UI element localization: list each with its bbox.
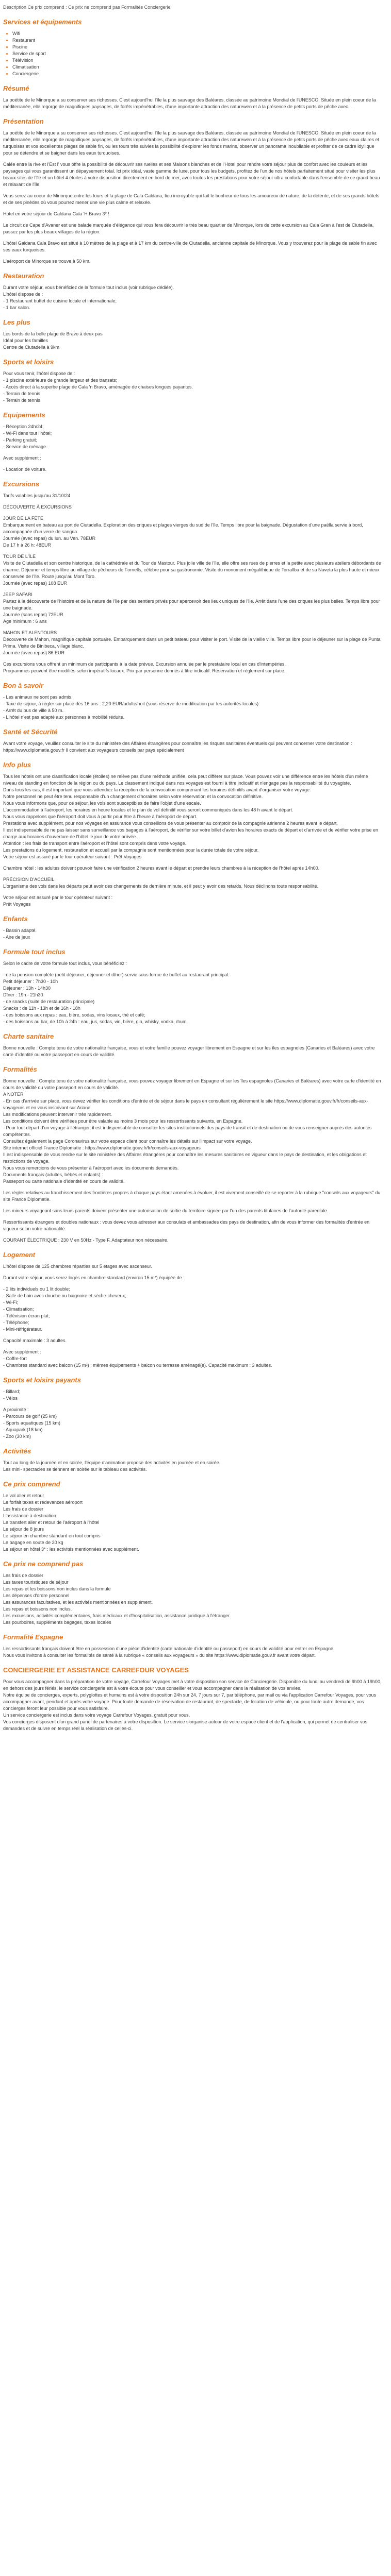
text-line: Journée (avec repas) 86 EUR <box>3 650 65 655</box>
text-line: Avec supplément : <box>3 1349 41 1354</box>
text-line: - Aquapark (18 km) <box>3 1427 43 1432</box>
text-line: - Taxe de séjour, à régler sur place dès 16 ans : 2,20 EUR/adulte/nuit (sous réserve de modification par les autorités locales). <box>3 701 260 706</box>
text-line: De 17 h à 26 h: 48EUR <box>3 543 52 548</box>
sports-payants-block <box>3 1388 382 1440</box>
text-line: Tarifs valables jusqu'au 31/10/24 <box>3 493 71 498</box>
paragraph: Calée entre la rive et l'Est l' vous offre la possibilité de découvrir ses ruelles et ses Maisons blanches et de l'Hotel pour rendre votre séjour plus de confort avec les couleurs et les paysages qui vous garantissent un dépaysement total. Ici prix idéal, vaste gamme de luxe, pour tous les budgets, profitez de l'un de nos hôtels parfaitement situé pour visiter les plus beaux sites de l'île et un hôtel 4 étoiles à votre disposition directement en bord de mer, avec toutes les prestations pour votre séjour ultra confortable dans l'ensemble de ce grand beau et relaxant de l'île. <box>3 162 380 187</box>
text-line: - Les animaux ne sont pas admis. <box>3 694 73 700</box>
text-line: Votre séjour est assuré par le tour opérateur suivant : <box>3 895 113 900</box>
bon-savoir-block <box>3 694 382 721</box>
text-line: Notre personnel ne peut être tenu responsable d'un changement d'horaires selon votre réservation et la convocation définitive. <box>3 794 263 799</box>
text-line: Pour vous accompagner dans la préparation de votre voyage, Carrefour Voyages met à votre disposition son service de Conciergerie. Disponible du lundi au vendredi de 9h00 à 19h00, en dehors des jours fériés, le service conciergerie est à votre écoute pour vous conseiller et vous accompagner dans la réalisation de vos envies. <box>3 1679 382 1691</box>
spacer <box>3 462 382 466</box>
text-line: - Télévision écran plat; <box>3 1313 50 1318</box>
equipements-heading: Equipements <box>3 411 45 419</box>
text-line: Les repas et les boissons non inclus dans la formule <box>3 1586 111 1591</box>
resume-text: La poétite de le Minorque a su conserver ses richesses. C'est aujourd'hui l'île la plus sauvage des Baléares, classée au patrimoine Mondial de l'UNESCO. Située en plein coeur de la méditerranée, elle regorge de magnifiques paysages, de forêts impénétrables, d'une importante attraction des naturewen et à la présence de petits ports de pêche avec... <box>3 97 376 109</box>
text-line: Chambre hôtel : les adultes doivent pouvoir faire une vérification 2 heures avant le départ et prendre leurs chambres à la réception de l'hôtel après 14h00. <box>3 866 320 871</box>
spacer <box>3 656 382 661</box>
text-line: - de snacks (suite de restauration principale) <box>3 999 95 1004</box>
text-line: - Salle de bain avec douche ou baignoire et sèche-cheveux; <box>3 1293 126 1298</box>
text-line: Les frais de dossier <box>3 1573 44 1578</box>
text-line: Le bagage en soute de 20 kg <box>3 1540 63 1545</box>
text-line: COURANT ÉLECTRIQUE : 230 V en 50Hz - Type F. Adaptateur non nécessaire. <box>3 1238 169 1243</box>
text-line: - Service de ménage. <box>3 444 47 449</box>
enfants-block <box>3 927 382 941</box>
activites-block <box>3 1460 382 1473</box>
conciergerie-heading: CONCIERGERIE ET ASSISTANCE CARREFOUR VOYAGES <box>3 1666 189 1674</box>
text-line: Les bords de la belle plage de Bravo à deux pas <box>3 331 103 336</box>
text-line: - En cas d'arrivée sur place, vous devez vérifier les conditions d'entrée et de séjour dans le pays en consultant régulièrement le site https://www.diplomatie.gouv.fr/fr/conseils-aux-voyageurs et en vous inscrivant sur Ariane. <box>3 1098 368 1110</box>
service-item: • Service de sport <box>12 50 382 57</box>
formule-block <box>3 960 382 1025</box>
text-line: - Wi-Fi dans tout l'hôtel; <box>3 431 52 436</box>
text-line: Tout au long de la journée et en soirée, l'équipe d'animation propose des activités en journée et en soirée. <box>3 1460 221 1465</box>
charte-heading: Charte sanitaire <box>3 1032 54 1040</box>
text-line: Découverte de Mahon, magnifique capitale portuaire. Embarquement dans un petit bateau pour visiter le port. Visite de la vieille ville. Temps libre pour le déjeuner sur la plage de Punta Prima. Visite de Binibeca, village blanc. <box>3 637 381 649</box>
text-line: Tous les hôtels ont une classification locale (étoiles) ne relève pas d'une méthode unifiée, cela peut différer sur place. Vous pouvez voir une différence entre les hôtels d'un même niveau de standing en fonction de la région ou du pays. Le classement indiqué dans nos voyages est fourni à titre indicatif et n'engage pas la responsabilité du voyagiste. <box>3 774 368 786</box>
securite-heading: Santé et Sécurité <box>3 728 58 736</box>
text-line: Un service conciergerie est inclus dans votre voyage Carrefour Voyages, gratuit pour vous. <box>3 1713 190 1718</box>
spacer <box>3 1281 382 1286</box>
text-line: - Vélos <box>3 1396 18 1401</box>
text-line: Idéal pour les familles <box>3 338 48 343</box>
text-line: - Terrain de tennis <box>3 391 40 396</box>
text-line: Durant votre séjour, vous serez logés en chambre standard (environ 15 m²) équipée de : <box>3 1275 185 1280</box>
text-line: Les mineurs voyageant sans leurs parents doivent présenter une autorisation de sortie du territoire signée par l'un des parents titulaires de l'autorité parentale. <box>3 1208 329 1213</box>
text-line: Les frais de dossier <box>3 1506 44 1512</box>
text-line: Les conditions doivent être vérifiées pour être valable au moins 3 mois pour les ressortissants suivants, en Espagne. <box>3 1118 243 1124</box>
text-line: Vos concierges disposent d'un grand panel de partenaires à votre disposition. Le service s'organise autour de votre espace client et de l'application, qui permet de centraliser vos demandes et de suivre en temps réel la réalisation de celles-ci. <box>3 1719 368 1731</box>
spacer <box>3 872 382 876</box>
text-line: Il est indispensable de ne pas laisser sans surveillance vos bagages à l'aéroport, de vérifier sur votre billet d'avion les horaires exacts de départ et d'arrivée et de vérifier votre prise en charge aux horaires d'ouverture de l'hôtel le jour de votre arrivée. <box>3 827 379 839</box>
bon-savoir-heading: Bon à savoir <box>3 682 44 689</box>
text-line: Durant votre séjour, vous bénéficiez de la formule tout inclus (voir rubrique dédiée). <box>3 285 174 290</box>
spacer <box>3 1344 382 1349</box>
text-line: Les règles relatives au franchissement des frontières propres à chaque pays étant amenées à évoluer, il est vivement conseillé de se reporter à la rubrique "conseils aux voyageurs" du site France Diplomatie. <box>3 1190 381 1202</box>
text-line: JOUR DE LA FÊTE <box>3 516 44 521</box>
text-line: - Climatisation; <box>3 1307 34 1312</box>
text-line: Le transfert aller et retour de l'aéroport à l'hôtel <box>3 1520 100 1525</box>
text-line: TOUR DE L'ÎLE <box>3 554 36 559</box>
ce-prix-comprend-block <box>3 1493 382 1553</box>
conciergerie-block <box>3 1679 382 1732</box>
text-line: - Mini-réfrigérateur. <box>3 1327 43 1332</box>
paragraph: Vous serez au coeur de Minorque entre les tours et la plage de Cala Galdana, lieu incroyable qui fait le bonheur de tous les amoureux de nature, de la détente, et de ses grands hôtels et de ses pinèdes où vous pourrez mener une vie plus calme et relaxée. <box>3 193 379 205</box>
text-line: Site internet officiel France Diplomatie : https://www.diplomatie.gouv.fr/fr/conseils-aux-voyageurs <box>3 1145 201 1150</box>
sports-heading: Sports et loisirs <box>3 358 54 366</box>
service-item: • Télévision <box>12 57 382 64</box>
text-line: Les pourboires, suppléments bagages, taxes locales <box>3 1620 111 1625</box>
formalite-espagne-block <box>3 1646 382 1659</box>
text-line: Il est indispensable de vous rendre sur le site ministère des Affaires étrangères pour connaître les mesures sanitaires en vigueur dans le pays de destination, et les obligations et restrictions de voyage. <box>3 1152 367 1164</box>
text-line: Pour vous tenir, l'hôtel dispose de : <box>3 371 75 376</box>
text-line: - L'hôtel n'est pas adapté aux personnes à mobilité réduite. <box>3 715 125 720</box>
spacer <box>3 1214 382 1219</box>
paragraph: L'hôtel Galdana Cala Bravo est situé à 10 mètres de la plage et à 17 km du centre-ville de Ciutadella, ancienne capitale de Minorque. Vous y trouverez pour la plage de sable fin avec ses eaux turquoises. <box>3 241 377 252</box>
excursions-heading: Excursions <box>3 480 40 488</box>
text-line: - des boissons aux repas : eau, bière, sodas, vins locaux, thé et café; <box>3 1012 145 1018</box>
les-plus-block <box>3 331 382 351</box>
resume-heading: Résumé <box>3 84 29 92</box>
text-line: L'hôtel dispose de : <box>3 292 43 297</box>
text-line: - Bassin adapté. <box>3 928 37 933</box>
text-line: Capacité maximale : 3 adultes. <box>3 1338 67 1343</box>
text-line: - 1 Restaurant buffet de cuisine locale et internationale; <box>3 298 117 303</box>
text-line: Les dépenses d'ordre personnel <box>3 1593 70 1598</box>
text-line: Petit déjeuner : 7h30 - 10h <box>3 979 58 984</box>
paragraph: Le circuit de Cape d'Avaner est une balade marquée d'élégance qui vous fera découvrir le très beau quartier de Minorque, lors de cette excursion au Cala Gran à l'est de Ciutadella, passez par les plus beaux villages de la région. <box>3 223 374 234</box>
services-list <box>3 30 382 77</box>
spacer <box>3 499 382 504</box>
spacer <box>3 549 382 553</box>
logement-block <box>3 1263 382 1369</box>
text-line: Avec supplément : <box>3 455 41 461</box>
text-line: Attention : les frais de transport entre l'aéroport et l'hôtel sont compris dans votre voyage. <box>3 841 187 846</box>
formalites-block <box>3 1078 382 1244</box>
text-line: Notre équipe de concierges, experts, polyglottes et humains est à votre disposition 24h sur 24, 7 jours sur 7, par téléphone, par mail ou via l'application Carrefour Voyages, pour vous accompagner avant, pendant et après votre voyage. Pour toute demande de réservation de restaurant, de spectacle, de location de véhicule, ou pour toute autre demande, vos concierges feront leur possible pour vous satisfaire. <box>3 1692 377 1711</box>
text-line: - Billard; <box>3 1389 21 1394</box>
text-line: MAHON ET ALENTOURS <box>3 630 57 635</box>
text-line: Votre séjour est assuré par le tour opérateur suivant : Prêt Voyages <box>3 854 142 859</box>
ce-prix-ne-comprend-heading: Ce prix ne comprend pas <box>3 1560 84 1568</box>
spacer <box>3 1270 382 1275</box>
restauration-heading: Restauration <box>3 272 44 280</box>
text-line: JEEP SAFARI <box>3 592 32 597</box>
text-line: - Arrêt du bus de ville à 50 m. <box>3 708 64 713</box>
text-line: Nous vous remercions de vous présenter à l'aéroport avec les documents demandés. <box>3 1165 179 1171</box>
formalite-espagne-heading: Formalité Espagne <box>3 1633 63 1641</box>
securite-text: Avant votre voyage, veuillez consulter le site du ministère des Affaires étrangères pour connaître les risques sanitaires éventuels qui peuvent concerner votre destination : https://www.diplomatie.gouv.fr Il convient aux voyageurs conseils par pays spécialement <box>3 741 352 753</box>
spacer <box>3 1333 382 1337</box>
text-line: L'organisme des vols dans les départs peut avoir des changements de dernière minute, et il peut y avoir des retards. Nous déclinons toute responsabilité. <box>3 884 319 889</box>
text-line: - de la pension complète (petit déjeuner, déjeuner et dîner) servie sous forme de buffet au restaurant principal. <box>3 972 230 977</box>
service-item: • Piscine <box>12 44 382 50</box>
text-line: - 1 bar salon. <box>3 305 30 310</box>
text-line: Programmes peuvent être modifiés selon impératifs locaux. Prix par personne donnés à titre indicatif. Réservation et règlement sur place. <box>3 668 286 673</box>
info-block <box>3 773 382 908</box>
text-line: Les excursions, activités complémentaires, frais médicaux et d'hospitalisation, assistance juridique à l'étranger. <box>3 1613 231 1618</box>
text-line: Ces excursions vous offrent un minimum de participants à la date prévue. Excursion annulée par le prestataire local en cas d'intempéries. <box>3 662 286 667</box>
text-line: - Terrain de tennis <box>3 398 40 403</box>
text-line: - Zoo (30 km) <box>3 1434 31 1439</box>
text-line: Embarquement en bateau au port de Ciutadella. Exploration des criques et plages vierges du sud de l'île. Temps libre pour la baignade. Dégustation d'une paëlla servie à bord, accompagnée d'un verre de sangria. <box>3 522 363 534</box>
text-line: - Parcours de golf (25 km) <box>3 1414 57 1419</box>
text-line: Le séjour en chambre standard en tout compris <box>3 1533 101 1538</box>
text-line: Dans tous les cas, il est important que vous attendiez la réception de la convocation comprenant les horaires définitifs avant d'organiser votre voyage. <box>3 787 311 792</box>
spacer <box>3 890 382 894</box>
text-line: Le vol aller et retour <box>3 1493 44 1498</box>
text-line: - Parking gratuit; <box>3 437 38 443</box>
restauration-block <box>3 284 382 311</box>
excursions-block <box>3 493 382 674</box>
text-line: Passeport ou carte nationale d'identité en cours de validité. <box>3 1179 125 1184</box>
text-line: L'hôtel dispose de 125 chambres réparties sur 5 étages avec ascenseur. <box>3 1264 152 1269</box>
text-line: Partez à la découverte de l'histoire et de la nature de l'île par des sentiers privés pour apercevoir des lieux uniques de l'île. Arrêt dans l'une des criques les plus belles. Temps libre pour une baignade. <box>3 599 380 611</box>
text-line: Nous vous informons que, pour ce séjour, les vols sont susceptibles de faire l'objet d'une escale. <box>3 801 201 806</box>
text-line: Les prestations du logement, restauration et accueil par la compagnie sont mentionnées pour la durée totale de votre séjour. <box>3 848 259 853</box>
text-line: Le séjour de 8 jours <box>3 1527 44 1532</box>
text-line: - Location de voiture. <box>3 467 47 472</box>
text-line: - Wi-Fi; <box>3 1300 18 1305</box>
service-item: • Restaurant <box>12 37 382 44</box>
text-line: - Pour tout départ d'un voyage à l'étranger, il est indispensable de consulter les sites institutionnels des pays de transit et de destination ou de vous renseigner auprès des autorités compétentes. <box>3 1125 372 1137</box>
text-line: Journée (sans repas) 72EUR <box>3 612 63 617</box>
text-line: - des boissons au bar, de 10h à 24h : eau, jus, sodas, vin, bière, gin, whisky, vodka, rhum. <box>3 1019 188 1024</box>
activites-heading: Activités <box>3 1447 31 1455</box>
text-line: Documents français (adultes, bébés et enfants) : <box>3 1172 103 1177</box>
info-heading: Info plus <box>3 761 31 769</box>
text-line: Consultez également la page Coronavirus sur votre espace client pour connaître les détails sur l'impact sur votre voyage. <box>3 1139 252 1144</box>
text-line: A proximité : <box>3 1407 29 1412</box>
paragraph: La poétite de le Minorque a su conserver ses richesses. C'est aujourd'hui l'île la plus sauvage des Baléares, classée au patrimoine Mondial de l'UNESCO. Située en plein coeur de la méditerranée, elle regorge de magnifiques paysages, de forêts impénétrables, d'une importante attraction des naturewen et à la présence de petits ports de pêche avec eaux claires et turquoises et vos excellentes plages de sable fin, ou les tours très suivies la possibilité d'explorer les fonds marins, observer un panorama inoubliable et profiter de ce cadre idyllique pour se détendre et se baigner dans les eaux turquoises. <box>3 130 380 156</box>
text-line: DÉCOUVERTE À EXCURSIONS <box>3 504 72 510</box>
spacer <box>3 450 382 455</box>
text-line: - Accès direct à la superbe plage de Cala 'n Bravo, aménagée de chaises longues payantes. <box>3 384 193 389</box>
charte-text: Bonne nouvelle : Compte tenu de votre nationalité française, vous et votre famille pouvez voyager librement en Espagne et sur les îles espagnoles (Canaries et Baléares) avec votre carte d'identité ou votre passeport en cours de validité. <box>3 1045 375 1057</box>
presentation-block <box>3 130 382 265</box>
text-line: Snacks : de 11h - 13h et de 16h - 18h <box>3 1006 80 1011</box>
spacer <box>3 967 382 972</box>
text-line: - Aire de jeux <box>3 935 30 940</box>
services-heading: Services et équipements <box>3 18 82 26</box>
text-line: L'assistance à destination <box>3 1513 56 1518</box>
text-line: - Réception 24h/24; <box>3 424 44 429</box>
text-line: Dîner : 19h - 21h30 <box>3 992 43 997</box>
text-line: Les ressortissants français doivent être en possession d'une pièce d'identité (carte nationale d'identité ou passeport) en cours de validité pour entrer en Espagne. <box>3 1646 335 1651</box>
text-line: Journée (avec repas) du lun. au Ven. 78EUR <box>3 536 96 541</box>
spacer <box>3 1185 382 1190</box>
paragraph: L'aéroport de Minorque se trouve à 50 km. <box>3 259 91 264</box>
text-line: A NOTER <box>3 1092 24 1097</box>
text-line: L'accommodation à l'aéroport, les horaires en heure locales et le plan de vol définitif vous seront communiqués dans les 48 h avant le départ. <box>3 807 294 812</box>
text-line: - 1 piscine extérieure de grande largeur et des transats; <box>3 378 118 383</box>
text-line: Le forfait taxes et redevances aéroport <box>3 1500 83 1505</box>
service-item: • Wifi <box>12 30 382 37</box>
spacer <box>3 1402 382 1406</box>
text-line: - Téléphone; <box>3 1320 29 1325</box>
text-line: Visite de Ciutadella et son centre historique, de la cathédrale et du Tour de Mastour. Plus jolie ville de l'île, elle offre ses rues de pierres et la petite avec plusieurs ateliers débordants de charme. Déjeuner et temps libre au village de pêcheurs de Fornells, célèbre pour sa gastronomie. Visite du monument mégalithique de Torrallba et de sa Naveta la plus haute et mieux conservée de l'île. Route jusqu'au Mont Toro. <box>3 561 381 579</box>
spacer <box>3 511 382 515</box>
text-line: Les taxes touristiques de séjour <box>3 1580 69 1585</box>
text-line: Nous vous rappelons que l'aéroport doit vous à partir pour être à l'heure à l'aéroport de départ. <box>3 814 198 819</box>
text-line: Les repas et boissons non inclus. <box>3 1606 72 1612</box>
text-line: Le séjour en hôtel 3* : les activités mentionnées avec supplément. <box>3 1547 139 1552</box>
text-line: PRÉCISION D'ACCUEIL <box>3 877 55 882</box>
text-line: - 2 lits individuels ou 1 lit double; <box>3 1286 70 1292</box>
text-line: Selon le cadre de votre formule tout inclus, vous bénéficiez : <box>3 961 127 966</box>
equipements-block <box>3 423 382 473</box>
text-line: - Sports aquatiques (15 km) <box>3 1420 61 1426</box>
service-item: • Conciergerie <box>12 71 382 77</box>
text-line: Centre de Ciutadella à 9km <box>3 345 60 350</box>
service-item: • Climatisation <box>12 64 382 71</box>
spacer <box>3 860 382 865</box>
logement-heading: Logement <box>3 1251 36 1259</box>
sports-block <box>3 370 382 404</box>
ce-prix-comprend-heading: Ce prix comprend <box>3 1480 60 1488</box>
text-line: Prêt Voyages <box>3 902 31 907</box>
text-line: Ressortissants étrangers et doubles nationaux : vous devez vous adresser aux consulats et ambassades des pays de destination, afin de vous informer des formalités d'entrée en vigueur selon votre nationalité. <box>3 1219 370 1231</box>
spacer <box>3 625 382 630</box>
les-plus-heading: Les plus <box>3 318 30 326</box>
text-line: Les mini- spectacles se tiennent en soirée sur le tableau des activités. <box>3 1467 147 1472</box>
text-line: Prestations avec supplément, pour nos voyages en assurance vous conseillons de vous présenter au comptoir de la compagnie aérienne 2 heures avant le départ. <box>3 821 338 826</box>
text-line: Nous vous invitons à consulter les formalités de santé à la rubrique « conseils aux voyageurs » du site https://www.diplomatie.gouv.fr avant votre départ. <box>3 1653 316 1658</box>
spacer <box>3 587 382 591</box>
enfants-heading: Enfants <box>3 915 28 923</box>
text-line: - Coffre-fort <box>3 1356 27 1361</box>
ce-prix-ne-comprend-block <box>3 1572 382 1626</box>
text-line: Âge minimum : 6 ans <box>3 619 47 624</box>
text-line: Journée (avec repas) 108 EUR <box>3 581 68 586</box>
text-line: Les assurances facultatives, et les activités mentionnées en supplément. <box>3 1600 153 1605</box>
formule-heading: Formule tout inclus <box>3 948 66 956</box>
text-line: Les modifications peuvent intervenir très rapidement. <box>3 1112 112 1117</box>
spacer <box>3 1232 382 1237</box>
top-description: Description Ce prix comprend : Ce prix ne comprend pas Formalités Conciergerie <box>3 5 171 10</box>
text-line: - Chambres standard avec balcon (15 m²) : mêmes équipements + balcon ou terrasse aménagé(e). Capacité maximum : 3 adultes. <box>3 1363 272 1368</box>
presentation-heading: Présentation <box>3 117 44 125</box>
spacer <box>3 1203 382 1208</box>
sports-payants-heading: Sports et loisirs payants <box>3 1376 81 1384</box>
text-line: Bonne nouvelle : Compte tenu de votre nationalité française, vous pouvez voyager librement en Espagne et sur les îles espagnoles (Canaries et Baléares) avec votre carte d'identité en cours de validité ou votre passeport en cours de validité. <box>3 1078 381 1090</box>
paragraph: Hotel en votre séjour de Galdana Cala 'H Bravo 3* ! <box>3 211 109 216</box>
formalites-heading: Formalités <box>3 1065 37 1073</box>
text-line: Déjeuner : 13h - 14h30 <box>3 986 51 991</box>
